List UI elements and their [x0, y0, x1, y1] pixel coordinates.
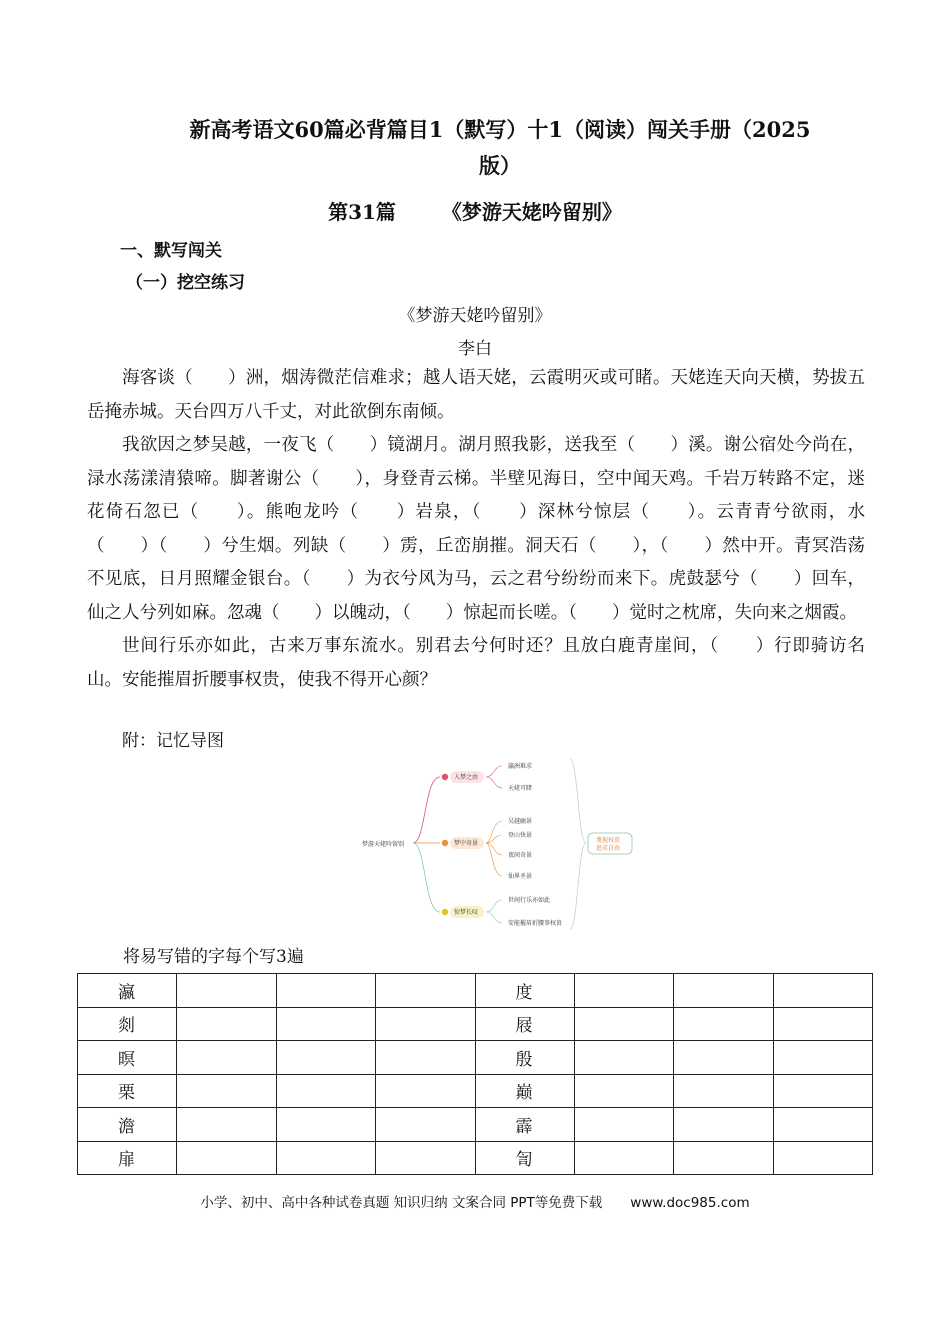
writing-cell[interactable] — [674, 974, 773, 1008]
writing-cell[interactable] — [376, 974, 475, 1008]
writing-cell[interactable] — [674, 1041, 773, 1075]
footer — [0, 1191, 950, 1211]
poem-title: 《梦游天姥吟留别》 — [398, 306, 552, 326]
practice-table — [77, 973, 873, 1175]
mindmap-link-1 — [413, 777, 440, 843]
poem-paragraph-2: 我欲因之梦吴越，一夜飞（ ）镜湖月。湖月照我影，送我至（ ）溪。谢公宿处今尚在，渌水荡漾清猿啼。脚著谢公（ ），身登青云梯。半壁见海日，空中闻天鸡。千岩万转路不定，迷花倚石忽已（ ）。熊咆龙吟（ ）岩泉，（ ）深林兮惊层（ ）。云青青兮欲雨，水（ ）（ ）兮生烟。列缺（ ）雳，丘峦崩摧。洞天石（ ），（ ）然中开。青冥浩荡不见底，日月照耀金银台。（ ）为衣兮风为马，云之君兮纷纷而来下。虎鼓瑟兮（ ）回车，仙之人兮列如麻。忽魂（ ）以魄动，（ ）惊起而长嗟。（ ）觉时之枕席，失向来之烟霞。 — [87, 435, 865, 623]
writing-cell[interactable] — [276, 1141, 375, 1175]
char-cell: 扉 — [78, 1141, 177, 1175]
mindmap-root: 梦游天姥吟留别 — [362, 841, 405, 848]
article-heading — [0, 196, 950, 225]
char-cell: 訇 — [475, 1141, 574, 1175]
practice-instruction: 将易写错的字每个写3遍 — [123, 947, 304, 967]
writing-cell[interactable] — [773, 1007, 872, 1041]
writing-cell[interactable] — [674, 1108, 773, 1142]
leaf-links-2 — [486, 821, 502, 876]
writing-cell[interactable] — [376, 1074, 475, 1108]
writing-cell[interactable] — [276, 974, 375, 1008]
summary-line-1: 蔑视权贵 — [596, 837, 621, 844]
document-title-line1: 新高考语文60篇必背篇目1（默写）十1（阅读）闯关手册（2025 — [189, 117, 811, 142]
table-row — [78, 974, 873, 1008]
char-cell: 度 — [475, 974, 574, 1008]
writing-cell[interactable] — [376, 1007, 475, 1041]
leaf-3-2: 安能摧眉折腰事权贵 — [508, 920, 563, 927]
leaf-2-2: 登山快景 — [508, 832, 533, 839]
writing-cell[interactable] — [276, 1041, 375, 1075]
footer-link[interactable]: www.doc985.com — [630, 1195, 750, 1211]
writing-cell[interactable] — [674, 1007, 773, 1041]
writing-cell[interactable] — [574, 1074, 673, 1108]
writing-cell[interactable] — [674, 1074, 773, 1108]
writing-cell[interactable] — [276, 1108, 375, 1142]
summary-line-2: 追求自由 — [596, 845, 621, 852]
poem-paragraph-1: 海客谈（ ）洲，烟涛微茫信难求；越人语天姥，云霞明灭或可睹。天姥连天向天横，势拔五岳掩赤城。天台四万八千丈，对此欲倒东南倾。 — [87, 368, 865, 422]
section-heading: 一、默写闯关 — [120, 241, 222, 261]
appendix-label: 附：记忆导图 — [122, 731, 224, 751]
writing-cell[interactable] — [773, 974, 872, 1008]
branch-label-3: 惊梦长叹 — [454, 909, 479, 916]
char-cell: 霹 — [475, 1108, 574, 1142]
writing-cell[interactable] — [773, 1141, 872, 1175]
writing-cell[interactable] — [177, 1041, 276, 1075]
leaf-links-1 — [486, 766, 502, 788]
leaf-1-2: 天姥可睹 — [508, 785, 533, 792]
table-row — [78, 1041, 873, 1075]
writing-cell[interactable] — [574, 1108, 673, 1142]
writing-cell[interactable] — [574, 1141, 673, 1175]
char-cell: 殷 — [475, 1041, 574, 1075]
poem-paragraph-3: 世间行乐亦如此，古来万事东流水。别君去兮何时还？且放白鹿青崖间，（ ）行即骑访名山。安能摧眉折腰事权贵，使我不得开心颜？ — [87, 636, 865, 690]
leaf-2-1: 吴越幽景 — [508, 818, 533, 825]
writing-cell[interactable] — [574, 974, 673, 1008]
writing-cell[interactable] — [773, 1074, 872, 1108]
leaf-1-1: 瀛洲难求 — [508, 763, 533, 770]
writing-cell[interactable] — [276, 1007, 375, 1041]
article-title: 《梦游天姥吟留别》 — [441, 200, 622, 224]
table-row — [78, 1007, 873, 1041]
writing-cell[interactable] — [177, 1141, 276, 1175]
subsection-heading: （一）挖空练习 — [126, 273, 245, 293]
leaf-2-3: 夜间奇景 — [508, 852, 533, 859]
char-cell: 巅 — [475, 1074, 574, 1108]
leaf-2-4: 仙界圣景 — [508, 873, 533, 880]
branch-label-1: 入梦之由 — [454, 774, 479, 781]
branch-marker-2 — [442, 840, 448, 846]
memory-mind-map — [358, 757, 638, 932]
table-row — [78, 1141, 873, 1175]
writing-cell[interactable] — [376, 1041, 475, 1075]
writing-cell[interactable] — [773, 1041, 872, 1075]
leaf-3-1: 世间行乐亦如此 — [508, 897, 551, 904]
leaf-links-3 — [486, 900, 502, 923]
writing-cell[interactable] — [376, 1141, 475, 1175]
document-title — [120, 112, 880, 184]
writing-cell[interactable] — [177, 1007, 276, 1041]
writing-cell[interactable] — [177, 1108, 276, 1142]
writing-cell[interactable] — [177, 974, 276, 1008]
branch-label-2: 梦中奇景 — [454, 840, 479, 847]
writing-cell[interactable] — [177, 1074, 276, 1108]
writing-cell[interactable] — [674, 1141, 773, 1175]
table-row — [78, 1074, 873, 1108]
mindmap-link-3 — [413, 843, 440, 912]
summary-brace — [570, 759, 586, 929]
branch-marker-1 — [442, 774, 448, 780]
char-cell: 剡 — [78, 1007, 177, 1041]
branch-marker-3 — [442, 909, 448, 915]
document-title-line2: 版） — [479, 153, 521, 178]
char-cell: 澹 — [78, 1108, 177, 1142]
writing-cell[interactable] — [276, 1074, 375, 1108]
writing-cell[interactable] — [376, 1108, 475, 1142]
footer-text: 小学、初中、高中各种试卷真题 知识归纳 文案合同 PPT等免费下载 — [200, 1195, 603, 1211]
char-cell: 暝 — [78, 1041, 177, 1075]
writing-cell[interactable] — [773, 1108, 872, 1142]
table-row — [78, 1108, 873, 1142]
char-cell: 栗 — [78, 1074, 177, 1108]
char-cell: 瀛 — [78, 974, 177, 1008]
article-number: 第31篇 — [328, 200, 396, 224]
poem-body — [87, 362, 865, 697]
poem-author: 李白 — [458, 339, 492, 359]
char-cell: 屐 — [475, 1007, 574, 1041]
writing-cell[interactable] — [574, 1007, 673, 1041]
writing-cell[interactable] — [574, 1041, 673, 1075]
